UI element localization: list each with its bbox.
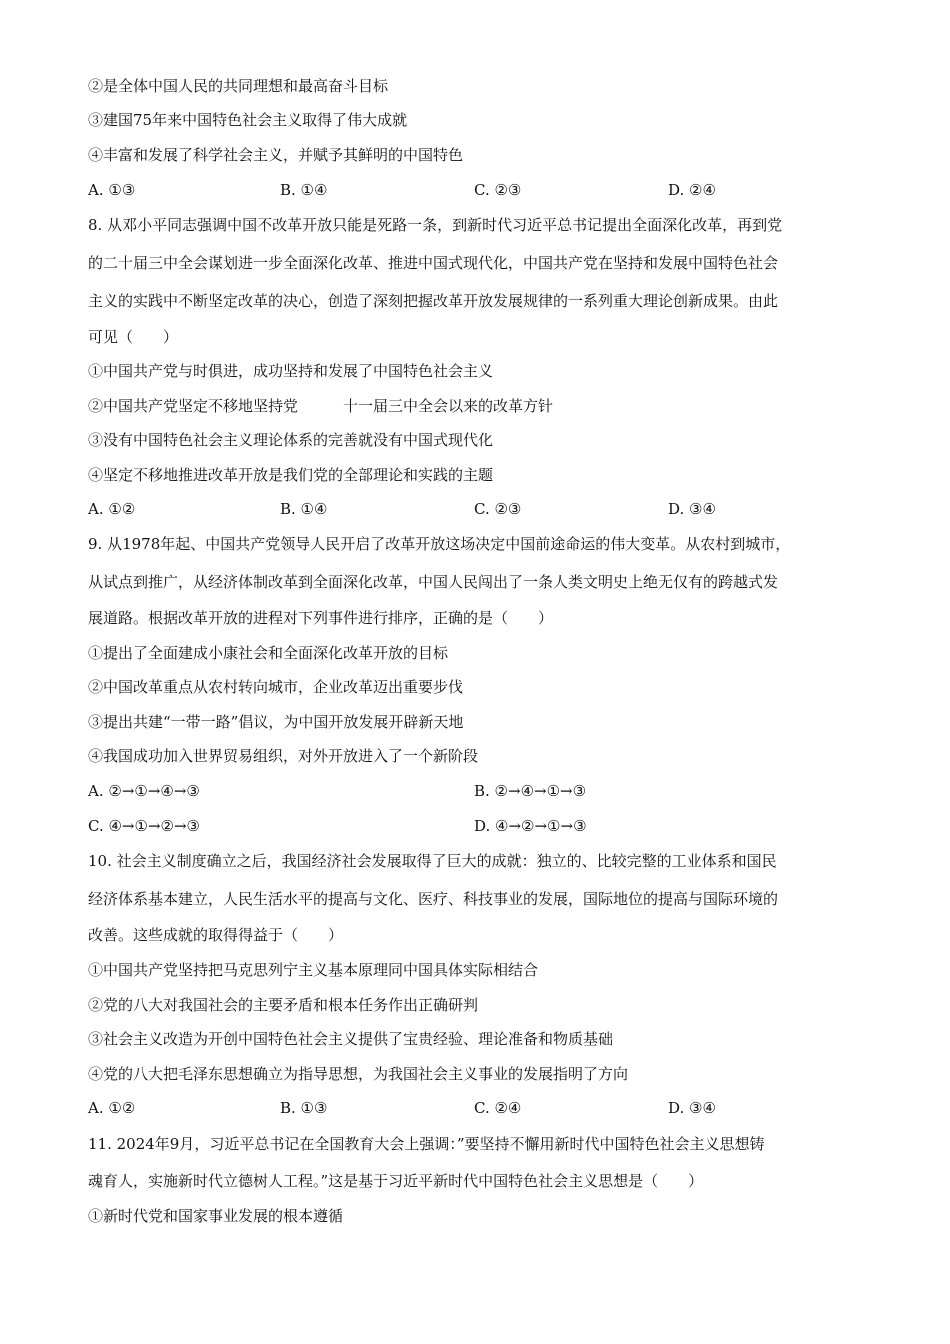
q8-option-a: A. ①② [88, 500, 136, 518]
q8-stem-line-4: 可见（ ） [88, 328, 179, 346]
q10-stem-line-2: 经济体系基本建立，人民生活水平的提高与文化、医疗、科技事业的发展，国际地位的提高与国际环境的 [88, 890, 779, 908]
q8-option-b: B. ①④ [280, 500, 328, 518]
q10-stem-line-1: 10. 社会主义制度确立之后，我国经济社会发展取得了巨大的成就：独立的、比较完整的工业体系和国民 [88, 852, 777, 870]
q8-item-2: ②中国共产党坚定不移地坚持党 十一届三中全会以来的改革方针 [88, 397, 554, 415]
q7-option-c: C. ②③ [474, 181, 522, 199]
q8-item-3: ③没有中国特色社会主义理论体系的完善就没有中国式现代化 [88, 431, 494, 449]
q11-stem-line-2: 魂育人，实施新时代立德树人工程。”这是基于习近平新时代中国特色社会主义思想是（ ） [88, 1172, 704, 1190]
q9-option-a: A. ②→①→④→③ [88, 782, 200, 800]
q7-option-a: A. ①③ [88, 181, 136, 199]
q8-option-c: C. ②③ [474, 500, 522, 518]
q7-item-2: ②是全体中国人民的共同理想和最高奋斗目标 [88, 77, 389, 95]
q9-option-b: B. ②→④→①→③ [474, 782, 587, 800]
q10-option-b: B. ①③ [280, 1099, 328, 1117]
q9-stem-line-2: 从试点到推广，从经济体制改革到全面深化改革，中国人民闯出了一条人类文明史上绝无仅有的跨越式发 [88, 573, 779, 591]
q8-item-1: ①中国共产党与时俱进，成功坚持和发展了中国特色社会主义 [88, 362, 494, 380]
q9-stem-line-1: 9. 从1978年起、中国共产党领导人民开启了改革开放这场决定中国前途命运的伟大变革。从农村到城市， [88, 535, 791, 553]
q11-item-1: ①新时代党和国家事业发展的根本遵循 [88, 1207, 344, 1225]
q11-stem-line-1: 11. 2024年9月，习近平总书记在全国教育大会上强调：”要坚持不懈用新时代中国特色社会主义思想铸 [88, 1135, 765, 1153]
q9-item-3: ③提出共建“一带一路”倡议，为中国开放发展开辟新天地 [88, 713, 464, 731]
q10-option-d: D. ③④ [668, 1099, 716, 1117]
q9-stem-line-3: 展道路。根据改革开放的进程对下列事件进行排序，正确的是（ ） [88, 609, 554, 627]
q10-item-4: ④党的八大把毛泽东思想确立为指导思想，为我国社会主义事业的发展指明了方向 [88, 1065, 629, 1083]
q9-item-2: ②中国改革重点从农村转向城市，企业改革迈出重要步伐 [88, 678, 464, 696]
q10-item-2: ②党的八大对我国社会的主要矛盾和根本任务作出正确研判 [88, 996, 479, 1014]
q9-option-d: D. ④→②→①→③ [474, 817, 587, 835]
q8-stem-line-3: 主义的实践中不断坚定改革的决心，创造了深刻把握改革开放发展规律的一系列重大理论创新成果。由此 [88, 292, 779, 310]
q7-option-d: D. ②④ [668, 181, 716, 199]
q9-item-1: ①提出了全面建成小康社会和全面深化改革开放的目标 [88, 644, 449, 662]
q7-option-b: B. ①④ [280, 181, 328, 199]
q10-item-3: ③社会主义改造为开创中国特色社会主义提供了宝贵经验、理论准备和物质基础 [88, 1030, 614, 1048]
q8-option-d: D. ③④ [668, 500, 716, 518]
q10-option-c: C. ②④ [474, 1099, 522, 1117]
q7-item-3: ③建国75年来中国特色社会主义取得了伟大成就 [88, 111, 408, 129]
q9-item-4: ④我国成功加入世界贸易组织，对外开放进入了一个新阶段 [88, 747, 479, 765]
q10-item-1: ①中国共产党坚持把马克思列宁主义基本原理同中国具体实际相结合 [88, 961, 539, 979]
q8-stem-line-2: 的二十届三中全会谋划进一步全面深化改革、推进中国式现代化，中国共产党在坚持和发展中国特色社会 [88, 254, 779, 272]
q7-item-4: ④丰富和发展了科学社会主义，并赋予其鲜明的中国特色 [88, 146, 464, 164]
q8-item-4: ④坚定不移地推进改革开放是我们党的全部理论和实践的主题 [88, 466, 494, 484]
q10-stem-line-3: 改善。这些成就的取得得益于（ ） [88, 926, 344, 944]
q9-option-c: C. ④→①→②→③ [88, 817, 200, 835]
q8-stem-line-1: 8. 从邓小平同志强调中国不改革开放只能是死路一条，到新时代习近平总书记提出全面深化改革，再到党 [88, 216, 783, 234]
q10-option-a: A. ①② [88, 1099, 136, 1117]
